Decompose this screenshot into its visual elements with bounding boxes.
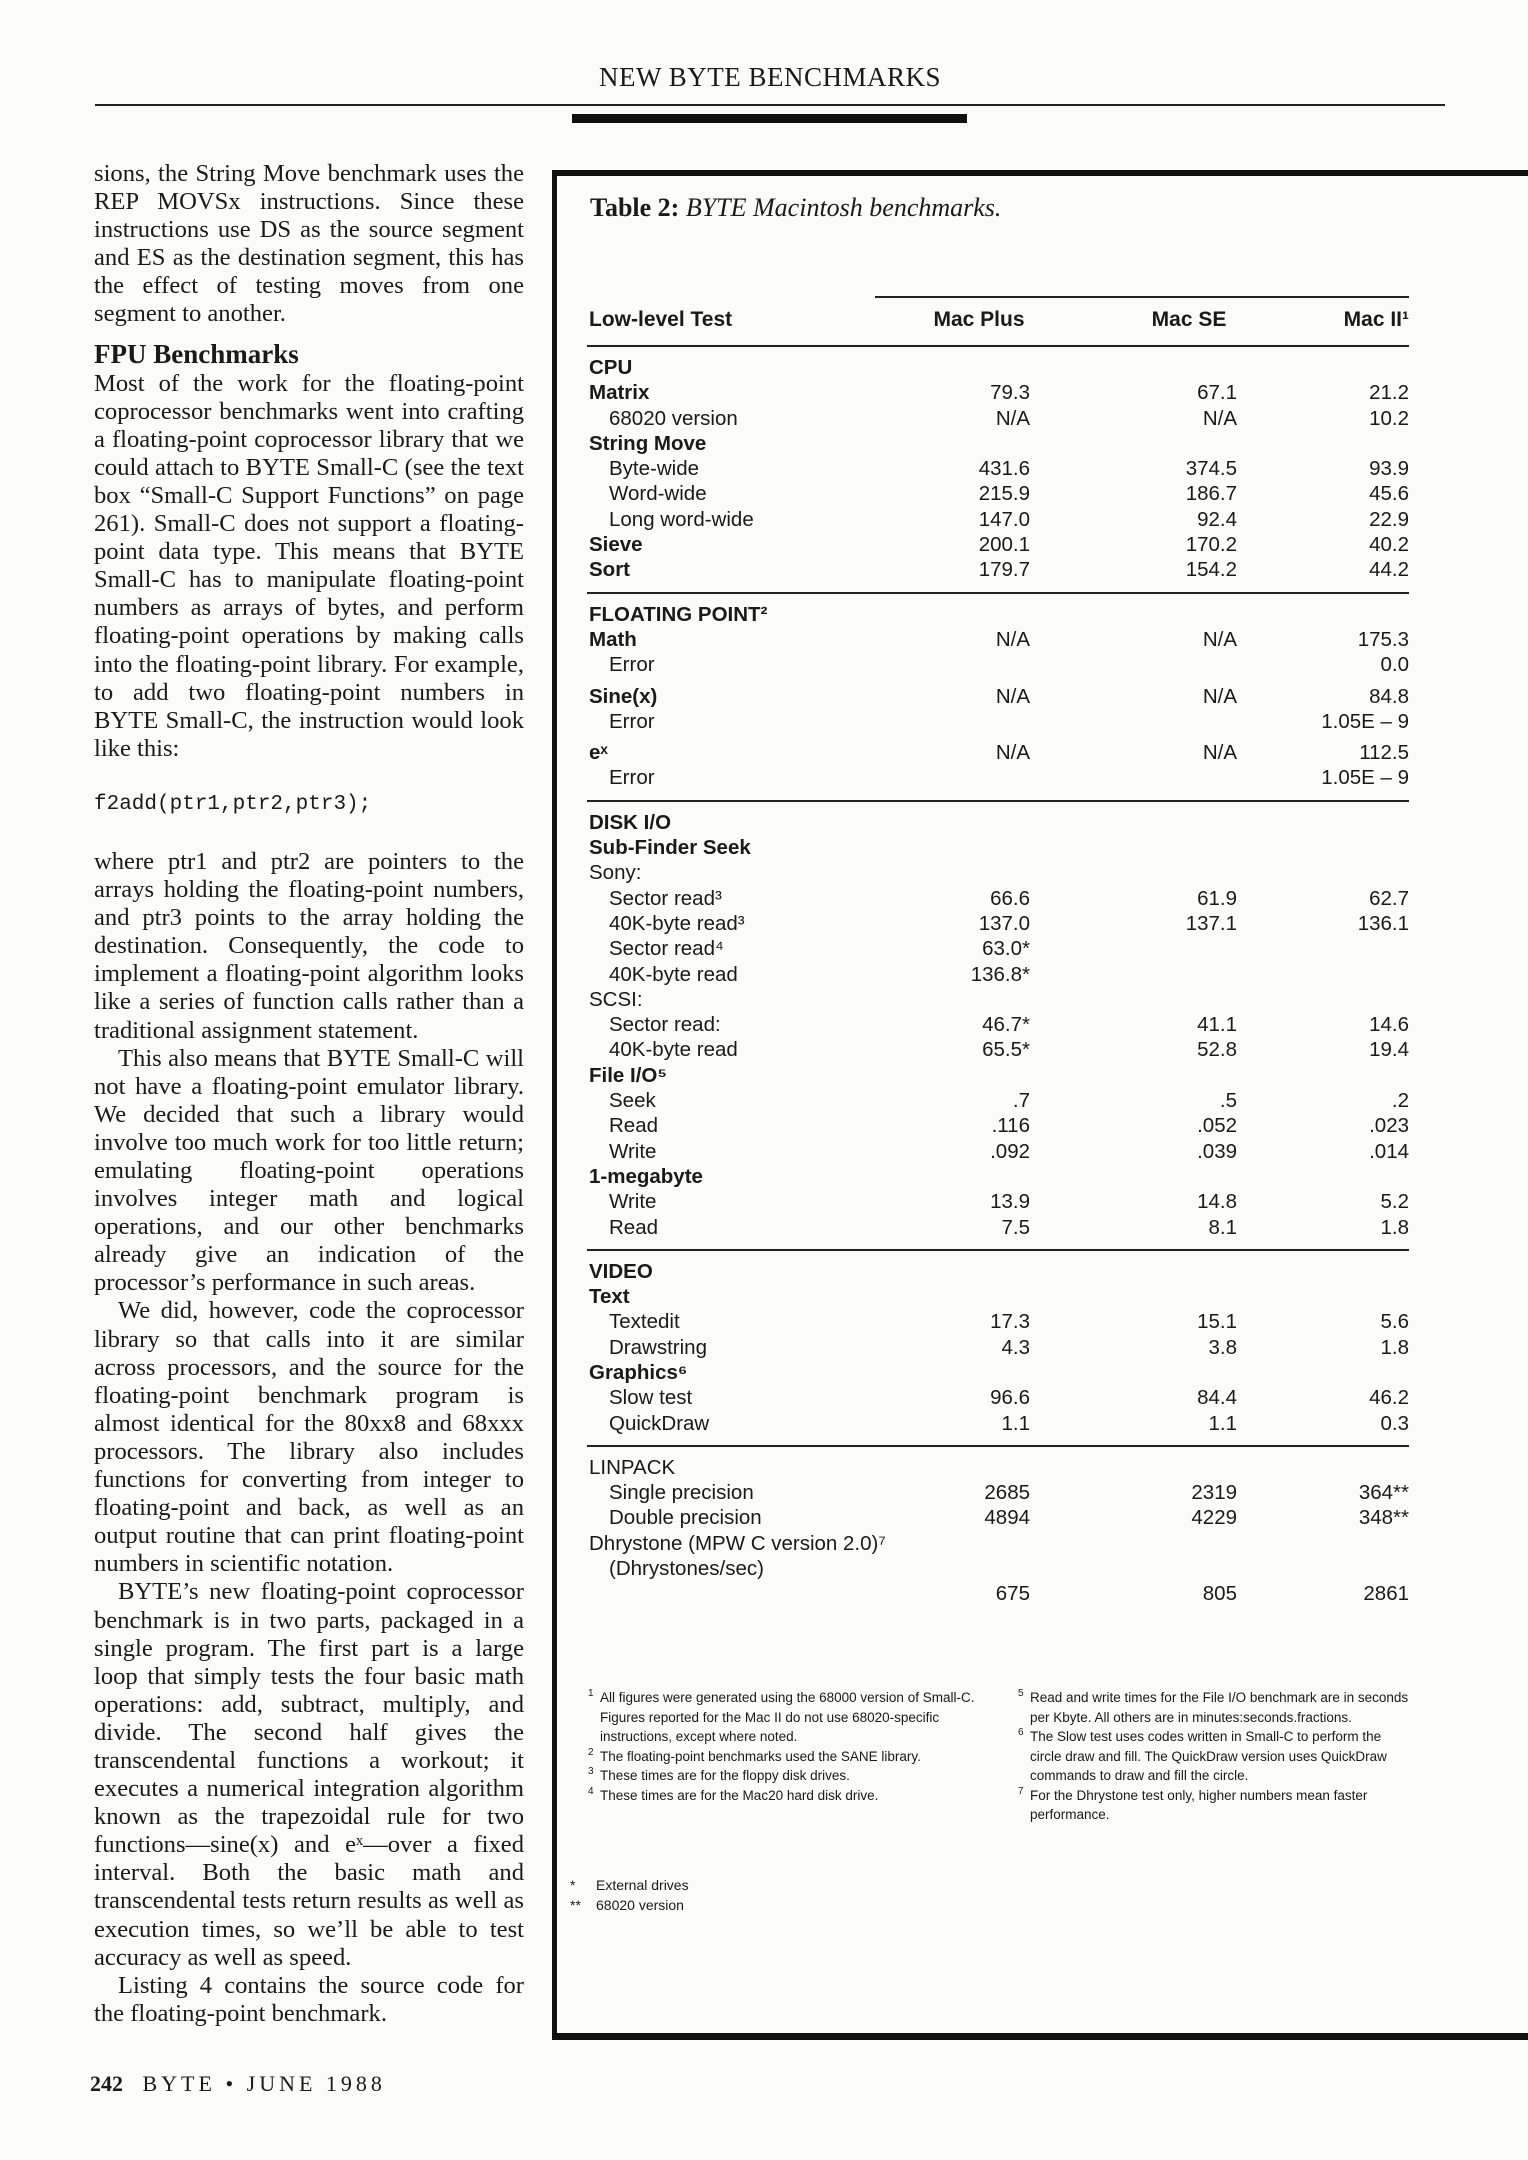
row-label: Byte-wide — [609, 457, 700, 481]
table-row — [587, 886, 1409, 911]
table-row — [587, 1284, 1409, 1309]
table-row — [587, 456, 1409, 481]
cell-value: 5.2 — [1380, 1190, 1409, 1214]
cell-value: N/A — [995, 406, 1030, 430]
cell-value: 10.2 — [1369, 406, 1409, 430]
table-label: Table 2: — [590, 193, 680, 222]
cell-value: 3.8 — [1208, 1335, 1237, 1359]
cell-value: 2685 — [984, 1481, 1030, 1505]
table-row — [587, 1505, 1409, 1530]
table-row — [587, 911, 1409, 936]
table-frame-top — [552, 170, 1528, 176]
column-header: Mac Plus — [933, 308, 1025, 331]
table-row — [587, 936, 1409, 961]
table-row — [587, 481, 1409, 506]
table-row — [587, 1259, 1409, 1284]
row-label: Single precision — [609, 1481, 754, 1505]
footnote — [1018, 1727, 1414, 1786]
footnotes-right — [1018, 1688, 1414, 1825]
cell-value: .116 — [991, 1114, 1030, 1138]
table-title — [590, 193, 1001, 223]
row-label: CPU — [589, 356, 633, 379]
footnote — [1018, 1688, 1414, 1727]
section-divider — [587, 1249, 1409, 1251]
cell-value: .092 — [990, 1139, 1030, 1163]
cell-value: 0.0 — [1380, 653, 1409, 677]
cell-value: 45.6 — [1369, 482, 1409, 506]
row-label: File I/O⁵ — [589, 1063, 667, 1087]
row-label: Error — [609, 709, 655, 733]
cell-value: N/A — [1202, 741, 1237, 765]
cell-value: 63.0* — [982, 937, 1030, 961]
cell-value: 4.3 — [1001, 1335, 1030, 1359]
row-label: Sony: — [589, 861, 642, 885]
cell-value: 46.2 — [1369, 1386, 1409, 1410]
table-row — [587, 1385, 1409, 1410]
article-paragraph: where ptr1 and ptr2 are pointers to the arrays holding the floating-point numbers, and ptr3 points to the array holding the destination. Consequently, the code to implement a floating-point algorithm looks like a series of function calls rather than a traditional assignment statement. — [94, 847, 524, 1044]
table-row — [587, 1480, 1409, 1505]
cell-value: 2319 — [1191, 1481, 1237, 1505]
cell-value: 4229 — [1191, 1506, 1237, 1530]
cell-value: N/A — [1202, 684, 1237, 708]
article-paragraph: We did, however, code the coprocessor library so that calls into it are similar across processors, and the source for the floating-point benchmark program is almost identical for the 80xx8 and 68xxx processors. The library also includes functions for converting from integer to floating-point and back, as well as an output routine that can print floating-point numbers in scientific notation. — [94, 1297, 524, 1578]
table-row — [587, 1455, 1409, 1480]
column-header: Mac SE — [1151, 308, 1227, 331]
table-row — [587, 1139, 1409, 1164]
cell-value: 19.4 — [1369, 1038, 1409, 1062]
footnote-text: All figures were generated using the 68000 version of Small-C. Figures reported for the Mac II do not use 68020-specific instructions, except where noted. — [600, 1690, 975, 1744]
cell-value: 1.05E – 9 — [1321, 766, 1409, 790]
table-frame-left — [552, 170, 557, 2040]
header-rule — [95, 104, 1445, 106]
cell-value: 14.8 — [1197, 1190, 1237, 1214]
row-label: Error — [609, 766, 655, 790]
table-row — [587, 1335, 1409, 1360]
cell-value: N/A — [1202, 627, 1237, 651]
cell-value: 1.8 — [1380, 1215, 1409, 1239]
table-row — [587, 987, 1409, 1012]
table-row — [587, 684, 1409, 709]
table-body — [587, 350, 1409, 1607]
cell-value: 62.7 — [1369, 886, 1409, 910]
cell-value: .014 — [1369, 1139, 1409, 1163]
footnote — [588, 1766, 990, 1786]
row-label: Long word-wide — [609, 507, 754, 531]
table-row — [587, 431, 1409, 456]
cell-value: 21.2 — [1369, 381, 1409, 405]
section-heading: FPU Benchmarks — [94, 338, 299, 369]
cell-value: .2 — [1391, 1089, 1409, 1113]
row-label: Sector read³ — [609, 886, 722, 910]
row-label: Sort — [589, 558, 630, 582]
cell-value: 65.5* — [982, 1038, 1030, 1062]
row-label: DISK I/O — [589, 810, 672, 834]
row-label: Seek — [609, 1089, 656, 1113]
table-row — [587, 507, 1409, 532]
row-label: 1-megabyte — [589, 1164, 703, 1188]
table-header — [587, 290, 1409, 350]
table-row — [587, 627, 1409, 652]
row-label: Error — [609, 653, 655, 677]
cell-value: .052 — [1197, 1114, 1237, 1138]
table-row — [587, 1556, 1409, 1581]
row-label: Sine(x) — [589, 684, 658, 708]
row-label: Read — [609, 1114, 659, 1138]
cell-value: 96.6 — [990, 1386, 1030, 1410]
magazine-dateline: BYTE • JUNE 1988 — [142, 2071, 386, 2096]
row-label: Word-wide — [609, 482, 707, 506]
row-label: Write — [609, 1139, 657, 1163]
row-label: SCSI: — [589, 987, 643, 1011]
article-paragraph: BYTE’s new floating-point coprocessor benchmark is in two parts, packaged in a single program. The first part is a large loop that simply tests the four basic math operations: add, subtract, multiply, and divide. The second half gives the transcendental functions a workout; it executes a numerical integration algorithm known as the trapezoidal rule for two functions—sine(x) and eˣ—over a fixed interval. Both the basic math and transcendental tests return results as well as execution times, so we’ll be able to test accuracy as well as speed. — [94, 1578, 524, 1971]
cell-value: 46.7* — [982, 1013, 1030, 1037]
table-row — [587, 652, 1409, 677]
row-label: VIDEO — [589, 1259, 653, 1283]
table-row — [587, 1164, 1409, 1189]
cell-value: 14.6 — [1369, 1013, 1409, 1037]
cell-value: .039 — [1197, 1139, 1237, 1163]
footnote — [1018, 1786, 1414, 1825]
table-row — [587, 1189, 1409, 1214]
table-row — [587, 765, 1409, 790]
footnote — [588, 1747, 990, 1767]
row-label: 40K-byte read³ — [609, 911, 745, 935]
footnote-marker: 3 — [588, 1766, 594, 1777]
benchmark-table — [587, 290, 1409, 1607]
row-label: FLOATING POINT² — [589, 602, 768, 626]
footnote-text: Read and write times for the File I/O benchmark are in seconds per Kbyte. All others are in minutes:seconds.fractions. — [1030, 1690, 1409, 1725]
table-row — [587, 380, 1409, 405]
row-label: eˣ — [589, 741, 608, 765]
row-label: QuickDraw — [609, 1411, 710, 1435]
footnote-text: The floating-point benchmarks used the SANE library. — [600, 1748, 921, 1764]
cell-value: 5.6 — [1380, 1310, 1409, 1334]
table-row — [587, 1309, 1409, 1334]
row-label: Drawstring — [609, 1335, 707, 1359]
table-row — [587, 1063, 1409, 1088]
cell-value: 44.2 — [1369, 558, 1409, 582]
running-head: NEW BYTE BENCHMARKS — [598, 62, 942, 92]
table-row — [587, 1012, 1409, 1037]
cell-value: N/A — [995, 684, 1030, 708]
cell-value: 186.7 — [1185, 482, 1237, 506]
table-note — [570, 1895, 689, 1915]
article-paragraph: This also means that BYTE Small-C will not have a floating-point emulator library. We decided that such a library would involve too much work for too little return; emulating floating-point operations involves integer math and logical operations, and our other benchmarks already give an indication of the processor’s performance in such areas. — [94, 1044, 524, 1297]
section-divider — [587, 800, 1409, 802]
cell-value: 215.9 — [978, 482, 1030, 506]
table-row — [587, 355, 1409, 380]
cell-value: 79.3 — [990, 381, 1030, 405]
cell-value: 7.5 — [1001, 1215, 1030, 1239]
cell-value: .7 — [1012, 1089, 1030, 1113]
cell-value: .023 — [1369, 1114, 1409, 1138]
table-row — [587, 532, 1409, 557]
cell-value: 179.7 — [978, 558, 1030, 582]
cell-value: 2861 — [1363, 1582, 1409, 1606]
table-frame-bottom — [552, 2033, 1528, 2040]
footnote-text: These times are for the Mac20 hard disk drive. — [600, 1787, 879, 1803]
table-row — [587, 1531, 1409, 1556]
table-row — [587, 1088, 1409, 1113]
cell-value: 348** — [1358, 1506, 1409, 1530]
cell-value: 175.3 — [1357, 627, 1409, 651]
table-row — [587, 1360, 1409, 1385]
cell-value: N/A — [995, 741, 1030, 765]
row-label: Write — [609, 1190, 657, 1214]
footnote-marker: 2 — [588, 1746, 594, 1758]
row-label: Text — [589, 1285, 630, 1309]
cell-value: 147.0 — [978, 507, 1030, 531]
cell-value: 200.1 — [978, 533, 1030, 557]
cell-value: 84.8 — [1369, 684, 1409, 708]
row-label: Matrix — [589, 381, 650, 405]
cell-value: 1.1 — [1001, 1411, 1030, 1435]
cell-value: 431.6 — [978, 457, 1030, 481]
row-label: Textedit — [609, 1310, 680, 1334]
cell-value: 61.9 — [1197, 886, 1237, 910]
footnote-marker: 4 — [588, 1785, 594, 1797]
table-row — [587, 602, 1409, 627]
cell-value: 137.0 — [978, 911, 1030, 935]
row-label: Sub-Finder Seek — [589, 836, 751, 860]
cell-value: 137.1 — [1185, 911, 1237, 935]
table-row — [587, 557, 1409, 582]
footnote-marker: 7 — [1018, 1785, 1024, 1797]
cell-value: 40.2 — [1369, 533, 1409, 557]
cell-value: 364** — [1358, 1481, 1409, 1505]
table-notes — [570, 1875, 689, 1915]
cell-value: 66.6 — [990, 886, 1030, 910]
cell-value: 112.5 — [1359, 741, 1409, 765]
row-label: LINPACK — [589, 1455, 676, 1479]
cell-value: N/A — [995, 627, 1030, 651]
section-divider — [587, 592, 1409, 594]
article-column — [94, 160, 524, 2028]
cell-value: 1.8 — [1380, 1335, 1409, 1359]
cell-value: 1.05E – 9 — [1321, 709, 1409, 733]
article-paragraph: sions, the String Move benchmark uses the REP MOVSx instructions. Since these instructions use DS as the source segment and ES as the destination segment, this has the effect of testing moves from one segment to another. — [94, 160, 524, 328]
footnote — [588, 1688, 990, 1747]
row-label: 40K-byte read — [609, 962, 738, 986]
row-label: 68020 version — [609, 406, 738, 430]
cell-value: 84.4 — [1197, 1386, 1237, 1410]
cell-value: 805 — [1202, 1582, 1237, 1606]
column-header: Low-level Test — [589, 308, 733, 331]
table-row — [587, 810, 1409, 835]
cell-value: 41.1 — [1197, 1013, 1237, 1037]
cell-value: 0.3 — [1380, 1411, 1409, 1435]
code-example: f2add(ptr1,ptr2,ptr3); — [94, 792, 372, 816]
row-label: Slow test — [609, 1386, 693, 1410]
article-paragraph: Listing 4 contains the source code for the floating-point benchmark. — [94, 1971, 524, 2027]
cell-value: 15.1 — [1197, 1310, 1237, 1334]
row-label: Read — [609, 1215, 659, 1239]
table-row — [587, 1581, 1409, 1606]
table-row — [587, 406, 1409, 431]
column-header: Mac II¹ — [1343, 308, 1409, 331]
cell-value: 93.9 — [1369, 457, 1409, 481]
row-label: Double precision — [609, 1506, 762, 1530]
footnote-marker: 5 — [1018, 1688, 1024, 1699]
cell-value: 8.1 — [1208, 1215, 1237, 1239]
cell-value: 170.2 — [1185, 533, 1237, 557]
table-row — [587, 835, 1409, 860]
table-row — [587, 1037, 1409, 1062]
cell-value: 67.1 — [1197, 381, 1237, 405]
row-label: (Dhrystones/sec) — [609, 1557, 764, 1581]
page-footer — [90, 2071, 386, 2097]
footnote-marker: 1 — [588, 1688, 594, 1699]
cell-value: 4894 — [984, 1506, 1030, 1530]
row-label: String Move — [589, 431, 707, 455]
cell-value: 675 — [995, 1582, 1030, 1606]
table-row — [587, 1411, 1409, 1436]
cell-value: 52.8 — [1197, 1038, 1237, 1062]
cell-value: .5 — [1219, 1089, 1237, 1113]
section-divider — [587, 1445, 1409, 1447]
note-text: External drives — [596, 1877, 689, 1893]
footnotes-left — [588, 1688, 990, 1805]
footnote-text: The Slow test uses codes written in Small-C to perform the circle draw and fill. The QuickDraw version uses QuickDraw commands to draw and fill the circle. — [1030, 1729, 1387, 1783]
footnote-text: These times are for the floppy disk drives. — [600, 1768, 850, 1783]
table-row — [587, 740, 1409, 765]
table-row — [587, 1215, 1409, 1240]
cell-value: 13.9 — [990, 1190, 1030, 1214]
cell-value: 17.3 — [990, 1310, 1030, 1334]
row-label: Math — [589, 627, 637, 651]
row-label: Graphics⁶ — [589, 1360, 688, 1384]
table-row — [587, 709, 1409, 734]
cell-value: 22.9 — [1369, 507, 1409, 531]
article-paragraph: Most of the work for the floating-point coprocessor benchmarks went into crafting a floating-point coprocessor library that we could attach to BYTE Small-C (see the text box “Small-C Support Functions” on page 261). Small-C does not support a floating-point data type. This means that BYTE Small-C has to manipulate floating-point numbers as arrays of bytes, and perform floating-point operations by making calls into the floating-point library. For example, to add two floating-point numbers in BYTE Small-C, the instruction would look like this: — [94, 369, 524, 762]
row-label: Sieve — [589, 533, 643, 557]
cell-value: 154.2 — [1185, 558, 1237, 582]
cell-value: 1.1 — [1208, 1411, 1237, 1435]
header-bar — [572, 114, 967, 123]
table-caption: BYTE Macintosh benchmarks. — [685, 193, 1002, 222]
cell-value: 136.8* — [970, 962, 1030, 986]
note-text: 68020 version — [596, 1897, 684, 1913]
row-label: Sector read: — [609, 1013, 721, 1037]
cell-value: N/A — [1202, 406, 1237, 430]
footnote-marker: 6 — [1018, 1727, 1024, 1738]
note-marker: * — [570, 1877, 576, 1893]
cell-value: 136.1 — [1357, 911, 1409, 935]
table-note — [570, 1875, 689, 1895]
row-label: 40K-byte read — [609, 1038, 738, 1062]
page-number: 242 — [90, 2071, 123, 2096]
footnote-text: For the Dhrystone test only, higher numbers mean faster performance. — [1030, 1787, 1368, 1822]
table-row — [587, 1113, 1409, 1138]
row-label: Dhrystone (MPW C version 2.0)⁷ — [589, 1531, 886, 1555]
cell-value: 374.5 — [1185, 457, 1237, 481]
cell-value: 92.4 — [1197, 507, 1237, 531]
note-marker: ** — [570, 1897, 581, 1913]
footnote — [588, 1786, 990, 1806]
row-label: Sector read⁴ — [609, 937, 724, 961]
table-row — [587, 962, 1409, 987]
table-row — [587, 860, 1409, 885]
